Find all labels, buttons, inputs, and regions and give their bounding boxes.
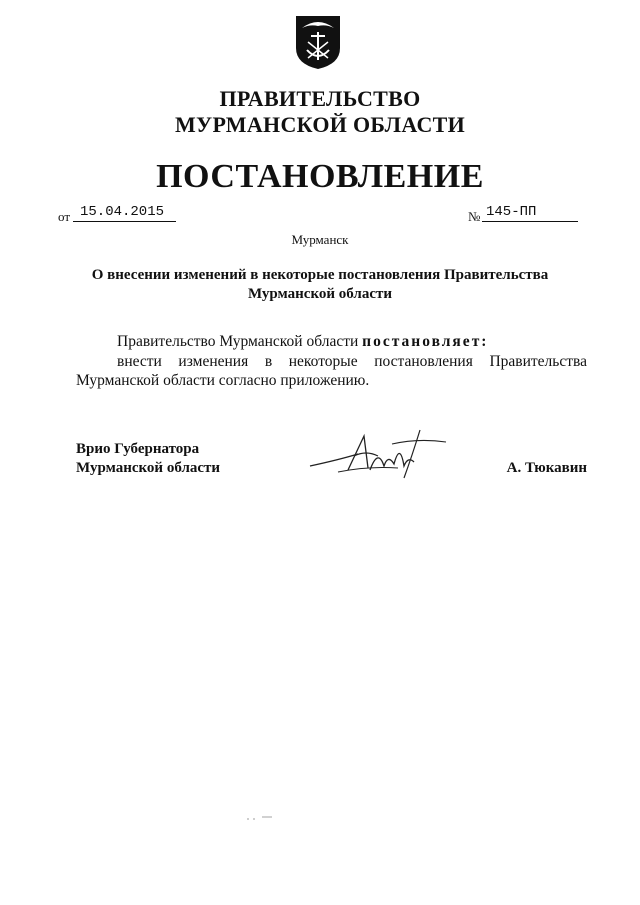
coat-of-arms-icon (294, 14, 342, 70)
document-subject-line1: О внесении изменений в некоторые постановления Правительства (91, 267, 549, 283)
body-paragraph-1-text: Правительство Мурманской области (117, 333, 363, 350)
resolves-verb: постановляет: (362, 333, 489, 350)
city-name: Мурманск (291, 232, 349, 247)
signatory-name: А. Тюкавин (506, 460, 587, 476)
date-label: от (58, 209, 71, 224)
handwritten-signature (308, 426, 448, 482)
date-value: 15.04.2015 (73, 204, 176, 222)
signatory-position-line1: Врио Губернатора (76, 441, 200, 457)
org-name-line1: ПРАВИТЕЛЬСТВО (219, 86, 421, 111)
org-name-line2: МУРМАНСКОЙ ОБЛАСТИ (174, 112, 466, 137)
body-paragraph-1 (117, 333, 488, 351)
body-paragraph-3: Мурманской области согласно приложению. (76, 372, 370, 389)
signatory-position-line2: Мурманской области (76, 460, 221, 476)
number-label: № (468, 209, 481, 224)
document-type-title: ПОСТАНОВЛЕНИЕ (156, 158, 484, 195)
document-number: 145-ПП (482, 204, 578, 222)
scan-specks (246, 815, 276, 821)
body-paragraph-2: внести изменения в некоторые постановления Правительства (117, 353, 587, 370)
document-subject-line2: Мурманской области (247, 286, 393, 302)
